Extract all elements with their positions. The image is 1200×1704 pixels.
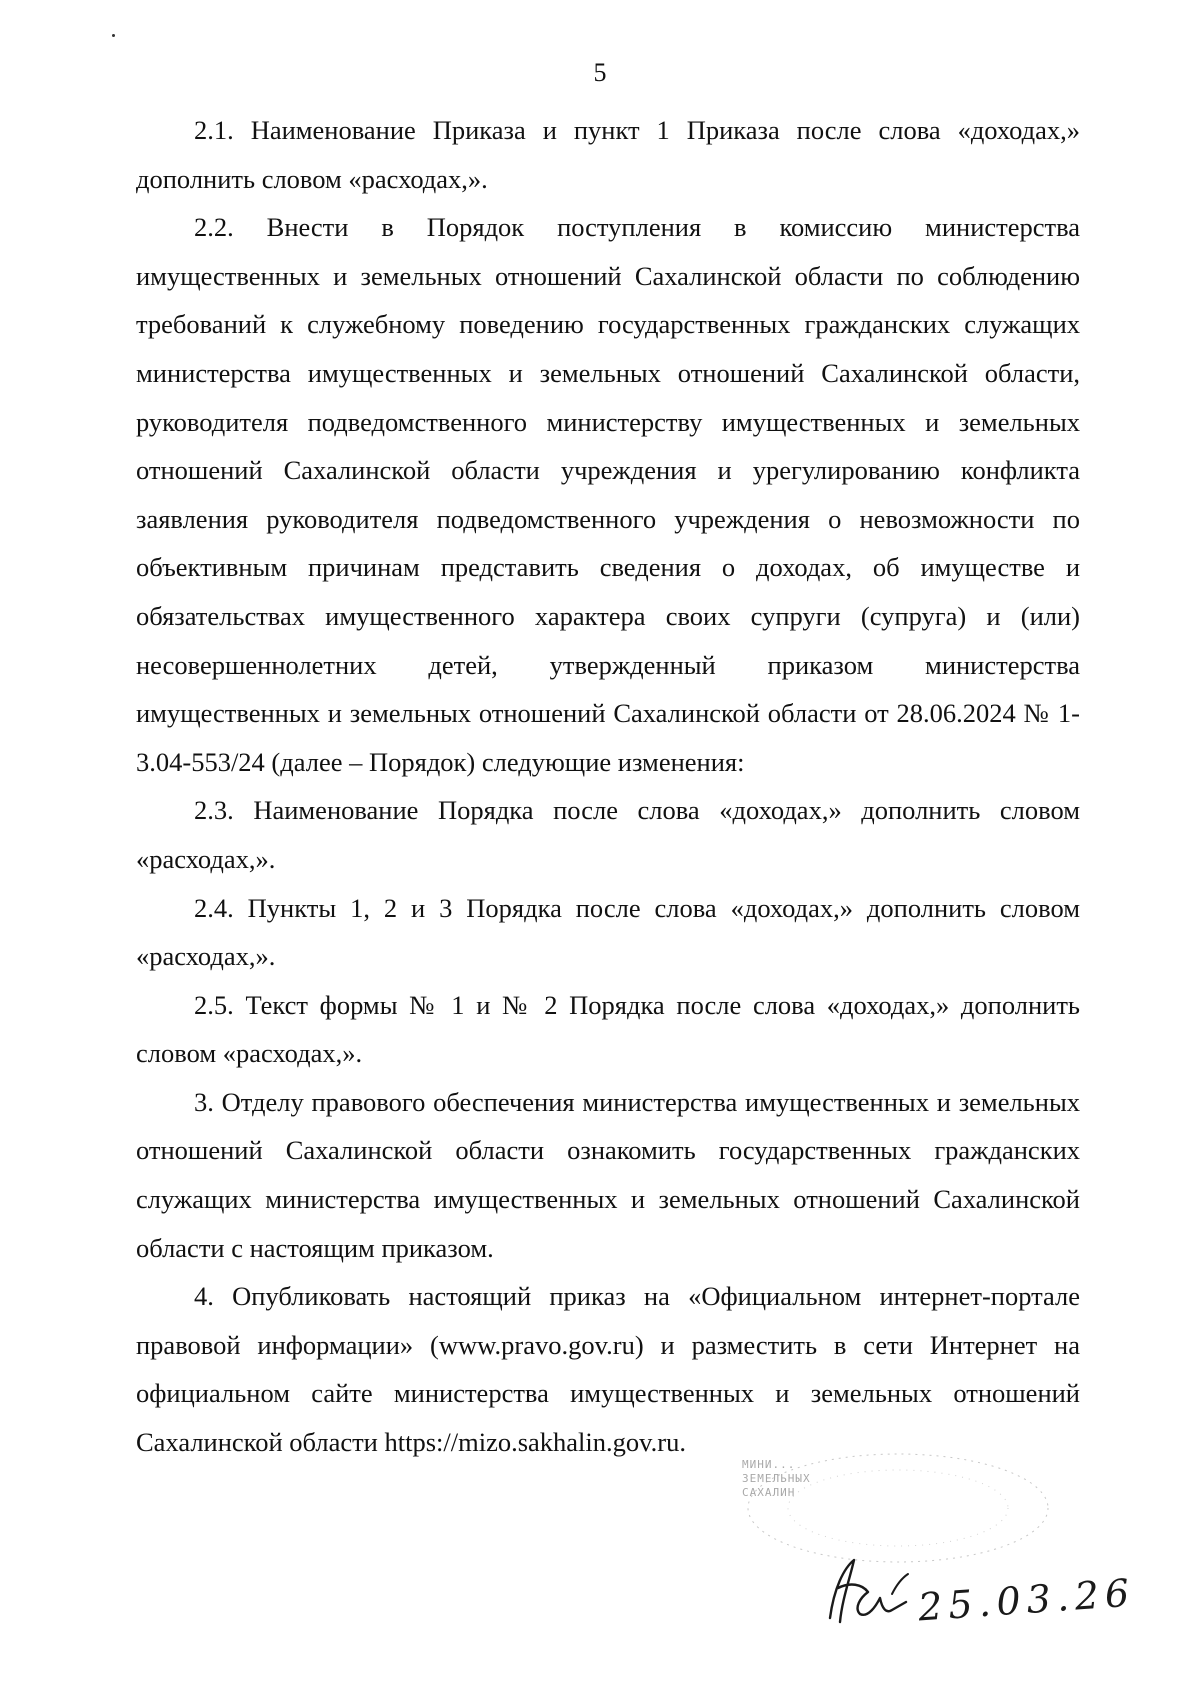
- paragraph-2-1: 2.1. Наименование Приказа и пункт 1 Приказа после слова «доходах,» дополнить словом «расходах,».: [136, 115, 1080, 194]
- page-number: 5: [593, 58, 607, 87]
- handwritten-date: 25.03.26: [916, 1570, 1137, 1630]
- stamp-line-1: МИНИ...: [742, 1458, 796, 1471]
- paragraph-3: 3. Отделу правового обеспечения министерства имущественных и земельных отношений Сахалинской области ознакомить государственных гражданских служащих министерства имущественных и земельных отношений Сахалинской области с настоящим приказом.: [136, 1086, 1080, 1263]
- stamp-line-3: САХАЛИН: [742, 1486, 796, 1499]
- paragraph-2-5: 2.5. Текст формы № 1 и № 2 Порядка после слова «доходах,» дополнить словом «расходах,».: [136, 989, 1080, 1069]
- paragraph-4: 4. Опубликовать настоящий приказ на «Официальном интернет-портале правовой информации» (www.pravo.gov.ru) и разместить в сети Интернет на официальном сайте министерства имущественных и земельных отношений Сахалинской области https://mizo.sakhalin.gov.ru.: [136, 1281, 1080, 1458]
- stamp-line-2: ЗЕМЕЛЬНЫХ: [742, 1472, 811, 1485]
- paragraph-2-2: 2.2. Внести в Порядок поступления в комиссию министерства имущественных и земельных отношений Сахалинской области по соблюдению требований к служебному поведению государственных гражданских служащих министерства имущественных и земельных отношений Сахалинской области, руководителя подведомственного министерству имущественных и земельных отношений Сахалинской области учреждения и урегулированию конфликта заявления руководителя подведомственного учреждения о невозможности по объективным причинам представить сведения о доходах, об имуществе и обязательствах имущественного характера своих супруги (супруга) и (или) несовершеннолетних детей, утвержденный приказом министерства имущественных и земельных отношений Сахалинской области от 28.06.2024 № 1-3.04-553/24 (далее – Порядок) следующие изменения:: [136, 212, 1080, 777]
- scan-speck: [112, 34, 115, 37]
- paragraph-2-4: 2.4. Пункты 1, 2 и 3 Порядка после слова «доходах,» дополнить словом «расходах,».: [136, 892, 1080, 972]
- paragraph-2-3: 2.3. Наименование Порядка после слова «доходах,» дополнить словом «расходах,».: [136, 795, 1080, 874]
- document-body: [136, 106, 1080, 1467]
